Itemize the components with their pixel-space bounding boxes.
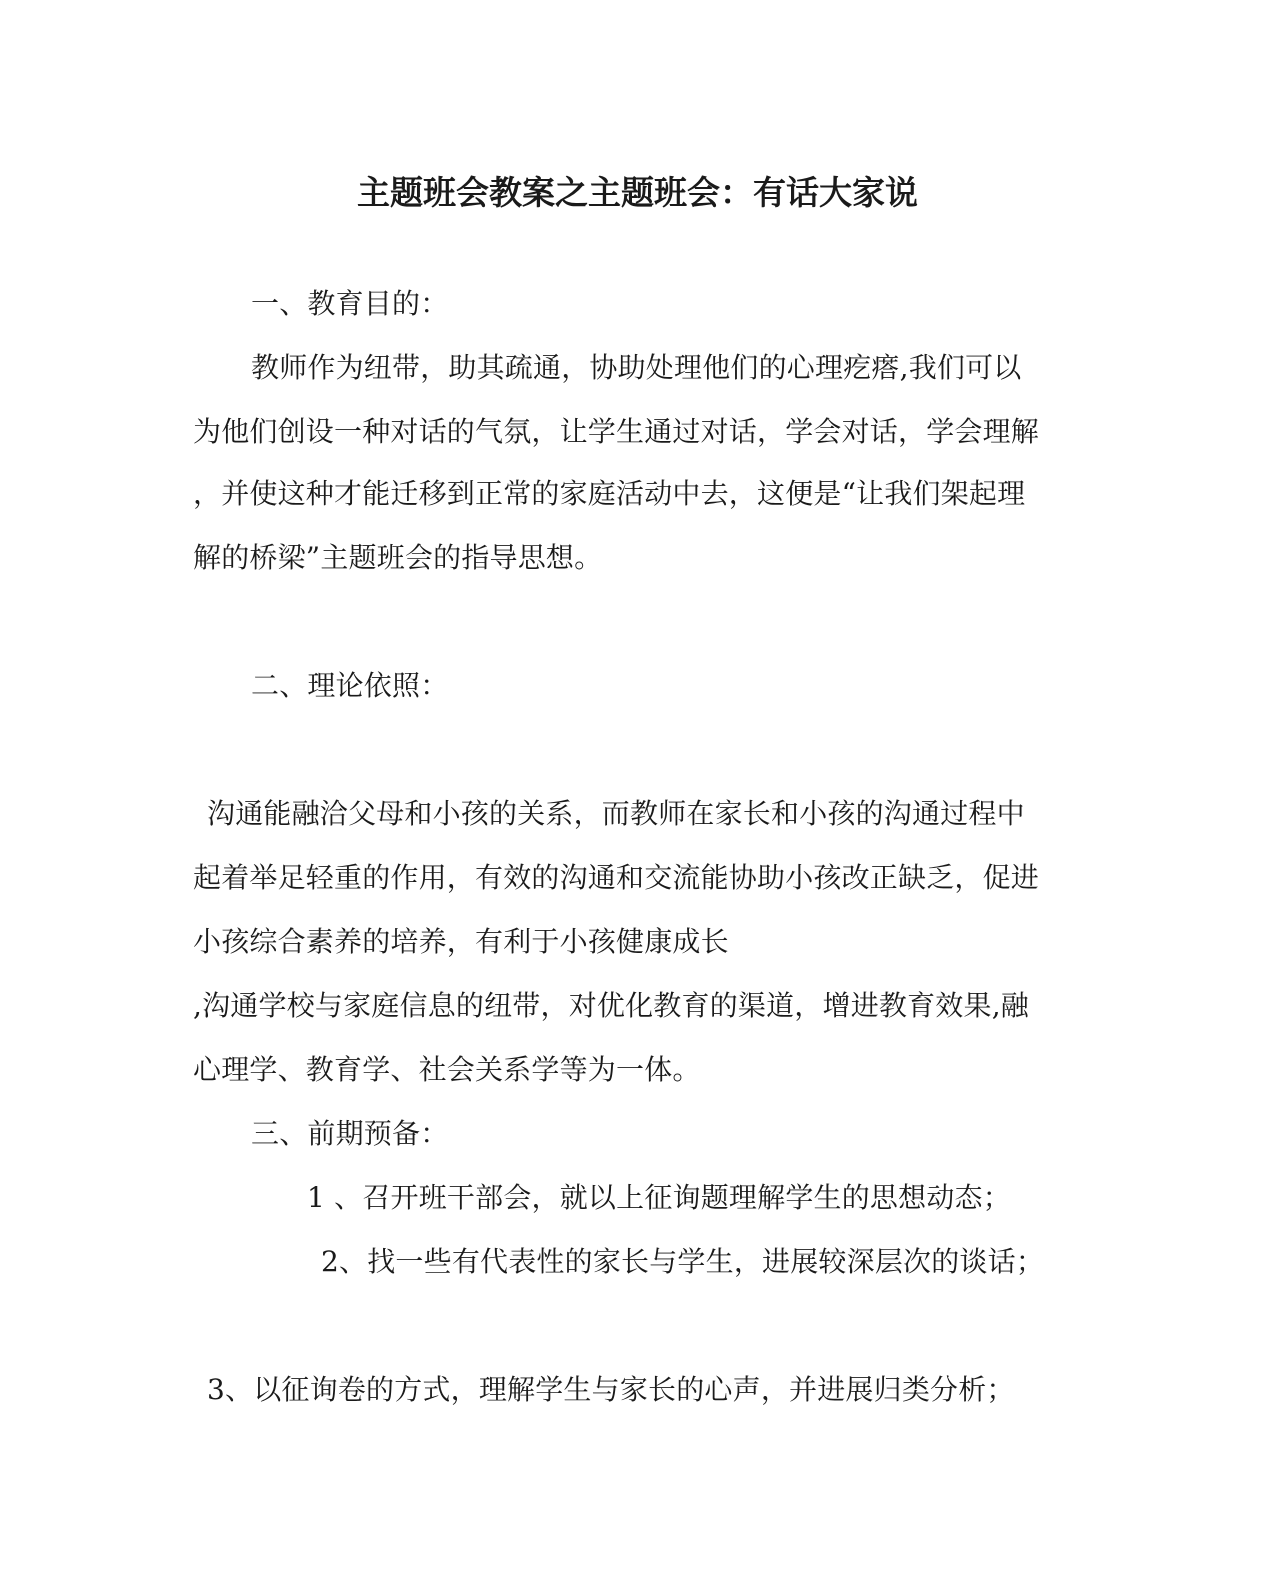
paragraph-line: ，并使这种才能迁移到正常的家庭活动中去，这便是“让我们架起理 <box>193 477 1026 510</box>
paragraph-line: 沟通能融洽父母和小孩的关系，而教师在家长和小孩的沟通过程中 <box>207 797 1025 830</box>
section-heading-theory-basis: 二、理论依照： <box>251 669 449 702</box>
paragraph-line: 为他们创设一种对话的气氛，让学生通过对话，学会对话，学会理解 <box>193 415 1040 448</box>
section-heading-education-goal: 一、教育目的： <box>251 287 449 320</box>
list-item: 1 、召开班干部会，就以上征询题理解学生的思想动态； <box>307 1181 1011 1214</box>
paragraph-line: ,沟通学校与家庭信息的纽带，对优化教育的渠道，增进教育效果,融 <box>193 989 1030 1022</box>
section-heading-preparation: 三、前期预备： <box>251 1117 449 1150</box>
document-title: 主题班会教案之主题班会：有话大家说 <box>357 173 918 212</box>
paragraph-line: 起着举足轻重的作用，有效的沟通和交流能协助小孩改正缺乏，促进 <box>193 861 1040 894</box>
paragraph-line: 教师作为纽带，助其疏通，协助处理他们的心理疙瘩,我们可以 <box>251 351 1022 384</box>
list-item: 3、以征询卷的方式，理解学生与家长的心声，并进展归类分析； <box>207 1373 1015 1406</box>
paragraph-line: 心理学、教育学、社会关系学等为一体。 <box>193 1053 701 1086</box>
paragraph-line: 小孩综合素养的培养，有利于小孩健康成长 <box>193 925 729 958</box>
paragraph-line: 解的桥梁”主题班会的指导思想。 <box>193 541 603 574</box>
list-item: 2、找一些有代表性的家长与学生，进展较深层次的谈话； <box>321 1245 1045 1278</box>
